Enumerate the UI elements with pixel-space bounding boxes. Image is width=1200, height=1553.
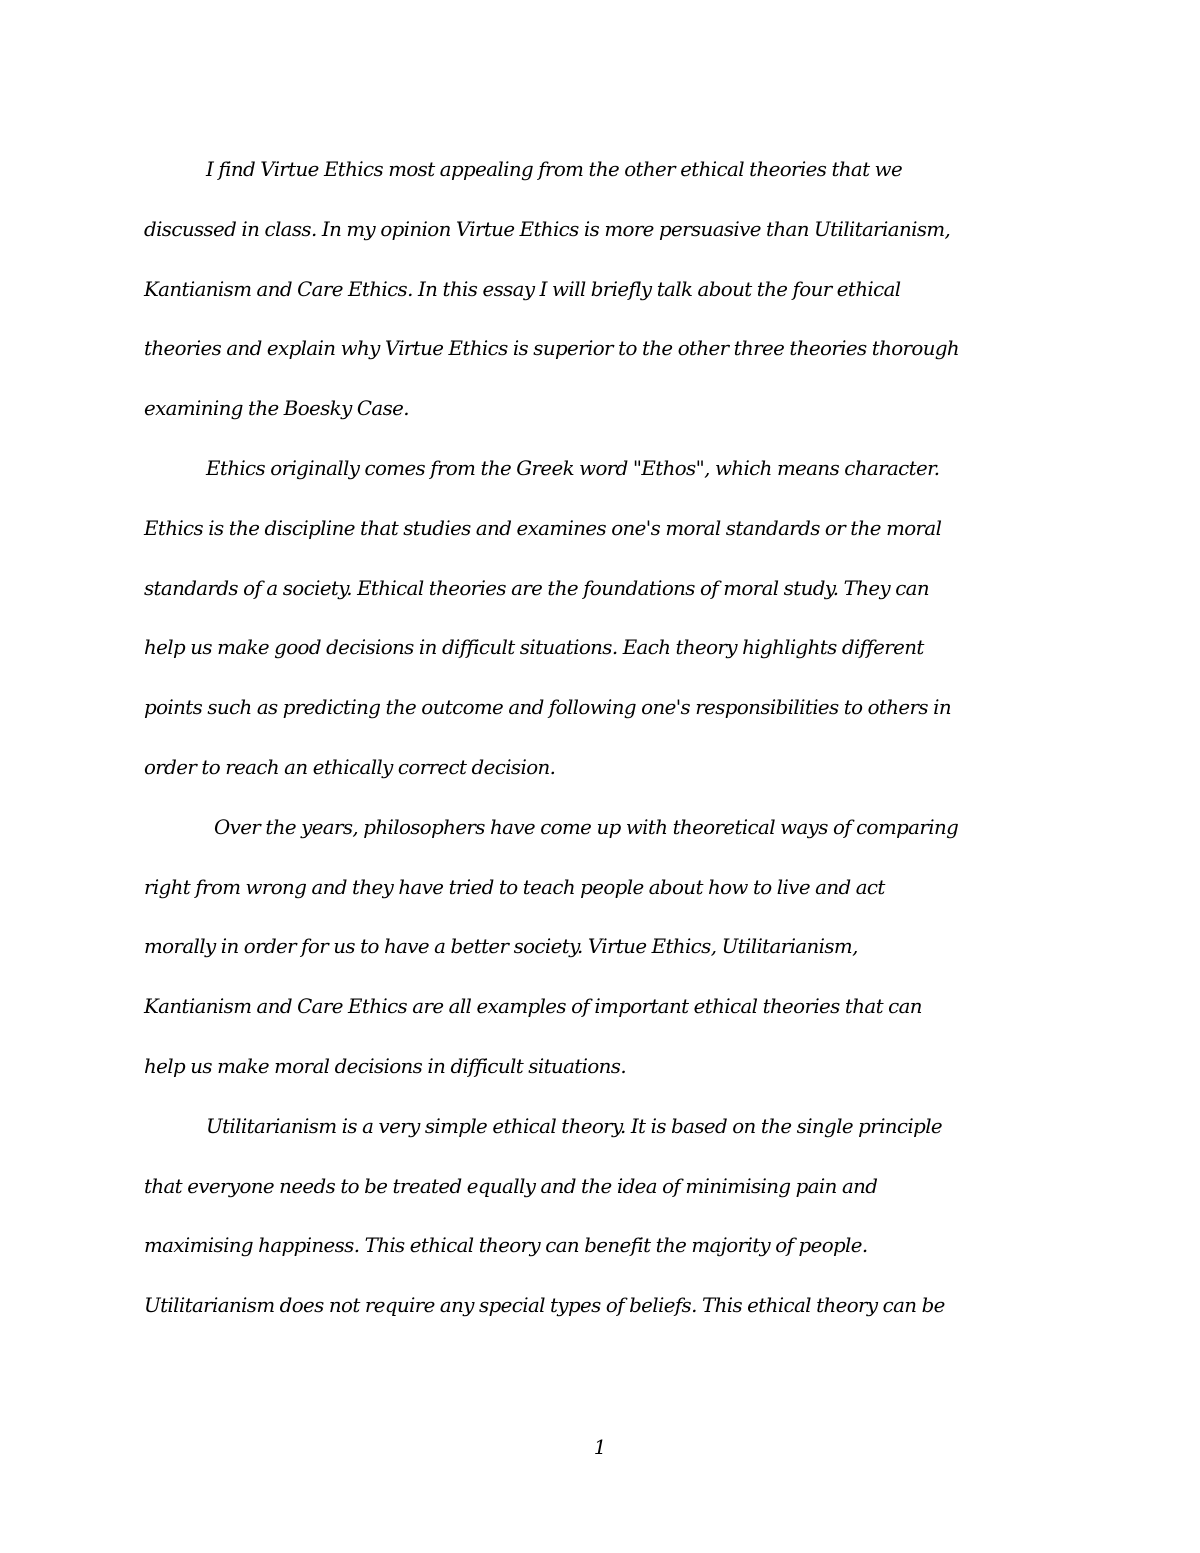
paragraph-line: maximising happiness. This ethical theory can benefit the majority of people. [144,1234,868,1258]
paragraph-line: Ethics is the discipline that studies and examines one's moral standards or the moral [144,516,942,540]
paragraph-4 [144,1097,1056,1336]
paragraph-line: Kantianism and Care Ethics are all examples of important ethical theories that can [144,995,922,1019]
paragraph-line: theories and explain why Virtue Ethics is superior to the other three theories thorough [144,337,960,361]
paragraph-line: discussed in class. In my opinion Virtue Ethics is more persuasive than Utilitarianism, [144,217,951,241]
paragraph-line: points such as predicting the outcome and following one's responsibilities to others in [144,696,951,720]
paragraph-line: I find Virtue Ethics most appealing from the other ethical theories that we [206,158,903,181]
paragraph-line: morally in order for us to have a better society. Virtue Ethics, Utilitarianism, [144,935,858,959]
paragraph-line: help us make moral decisions in difficult situations. [144,1054,627,1078]
paragraph-line: standards of a society. Ethical theories are the foundations of moral study. They can [144,576,930,600]
essay-body [144,140,1056,1336]
paragraph-line: Ethics originally comes from the Greek word "Ethos", which means character. [206,456,940,480]
paragraph-line: order to reach an ethically correct decision. [144,755,556,779]
page-number: 1 [593,1436,607,1459]
paragraph-line: help us make good decisions in difficult situations. Each theory highlights different [144,636,924,660]
paragraph-3 [144,798,1056,1097]
paragraph-line: examining the Boesky Case. [144,397,409,421]
paragraph-line: right from wrong and they have tried to teach people about how to live and act [144,875,885,899]
paragraph-line: Utilitarianism does not require any special types of beliefs. This ethical theory can be [144,1294,945,1318]
paragraph-line: Over the years, philosophers have come up with theoretical ways of comparing [214,815,959,839]
paragraph-line: Utilitarianism is a very simple ethical theory. It is based on the single principle [206,1114,943,1138]
paragraph-line: Kantianism and Care Ethics. In this essay I will briefly talk about the four ethical [144,277,901,301]
paragraph-line: that everyone needs to be treated equally and the idea of minimising pain and [144,1174,878,1198]
paragraph-2 [144,439,1056,798]
paragraph-1 [144,140,1056,439]
